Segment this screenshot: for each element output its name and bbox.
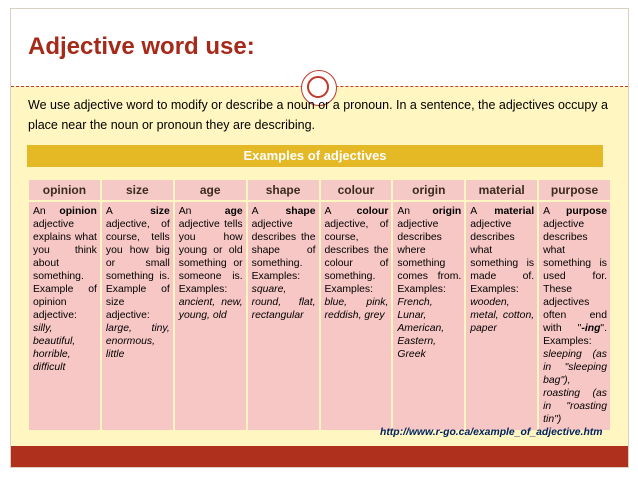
cell-shape-examples: square, round, flat, rectangular xyxy=(251,284,316,321)
cell-origin xyxy=(393,202,464,430)
cell-size-pre: A xyxy=(105,206,113,217)
footer-bar xyxy=(11,446,628,467)
cell-shape-pre: A xyxy=(251,206,258,217)
cell-age-text xyxy=(179,205,243,296)
cell-colour-text xyxy=(325,205,389,296)
header-opinion: opinion xyxy=(29,180,100,200)
cell-shape-key: shape xyxy=(285,206,316,217)
cell-opinion-key: opinion xyxy=(59,206,97,217)
cell-colour-key: colour xyxy=(356,206,389,217)
adjectives-table xyxy=(27,178,612,432)
header-colour: colour xyxy=(321,180,392,200)
cell-purpose-post: adjective describes what something is used for. These adjectives often end with " xyxy=(543,219,607,334)
header-purpose: purpose xyxy=(539,180,610,200)
cell-purpose-suffix: -ing xyxy=(581,323,601,334)
header-shape: shape xyxy=(248,180,319,200)
cell-shape-text xyxy=(252,205,316,283)
cell-colour-post: adjective, of course, describes the colour of something. Examples: xyxy=(324,219,389,295)
cell-purpose-examples: sleeping (as in "sleeping bag"), roasting (as in "roasting tin") xyxy=(543,349,607,425)
header-size: size xyxy=(102,180,173,200)
cell-age-pre: An xyxy=(178,206,192,217)
cell-purpose-pre: A xyxy=(543,206,550,217)
cell-purpose-key: purpose xyxy=(566,206,607,217)
cell-origin-examples: French, Lunar, American, Eastern, Greek xyxy=(397,297,445,360)
source-link[interactable]: http://www.r-go.ca/example_of_adjective.htm xyxy=(380,427,603,438)
cell-purpose xyxy=(539,202,610,430)
intro-text: We use adjective word to modify or describe a noun or a pronoun. In a sentence, the adjectives occupy a place near the noun or pronoun they are describing. xyxy=(28,98,608,132)
header-origin: origin xyxy=(393,180,464,200)
cell-opinion-text xyxy=(33,205,97,322)
cell-size xyxy=(102,202,173,430)
slide-title: Adjective word use: xyxy=(28,33,255,60)
section-band: Examples of adjectives xyxy=(27,145,603,167)
cell-colour-pre: A xyxy=(324,206,331,217)
cell-colour xyxy=(321,202,392,430)
cell-origin-text xyxy=(397,205,461,296)
cell-material-text xyxy=(470,205,534,296)
header-material: material xyxy=(466,180,537,200)
cell-material-key: material xyxy=(494,206,535,217)
cell-origin-key: origin xyxy=(432,206,462,217)
cell-opinion-examples: silly, beautiful, horrible, difficult xyxy=(33,323,76,373)
cell-purpose-text xyxy=(543,205,607,348)
cell-origin-post: adjective describes where something comes from. Examples: xyxy=(397,219,462,295)
cell-colour-examples: blue, pink, reddish, grey xyxy=(324,297,389,321)
cell-material-examples: wooden, metal, cotton, paper xyxy=(470,297,535,334)
cell-age-post: adjective tells you how young or old something or someone is. Examples: xyxy=(178,219,243,295)
cell-age xyxy=(175,202,246,430)
cell-size-key: size xyxy=(150,206,170,217)
cell-size-examples: large, tiny, enormous, little xyxy=(105,323,170,360)
cell-opinion-pre: An xyxy=(33,206,46,217)
cell-shape-post: adjective describes the shape of something. Examples: xyxy=(251,219,316,282)
cell-age-key: age xyxy=(224,206,243,217)
cell-material xyxy=(466,202,537,430)
cell-origin-pre: An xyxy=(397,206,411,217)
cell-opinion xyxy=(29,202,100,430)
cell-size-post: adjective, of course, tells you how big or small something is. Example of size adjective: xyxy=(105,219,170,321)
header-age: age xyxy=(175,180,246,200)
cell-shape xyxy=(248,202,319,430)
cell-size-text xyxy=(106,205,170,322)
table-header-row xyxy=(29,180,610,200)
cell-purpose-post2: ". Examples: xyxy=(543,323,607,347)
cell-material-post: adjective describes what something is made of. Examples: xyxy=(470,219,535,295)
cell-age-examples: ancient, new, young, old xyxy=(178,297,243,321)
table-row xyxy=(29,202,610,430)
cell-material-pre: A xyxy=(470,206,477,217)
cell-opinion-post: adjective explains what you think about something. Example of opinion adjective: xyxy=(33,219,97,321)
